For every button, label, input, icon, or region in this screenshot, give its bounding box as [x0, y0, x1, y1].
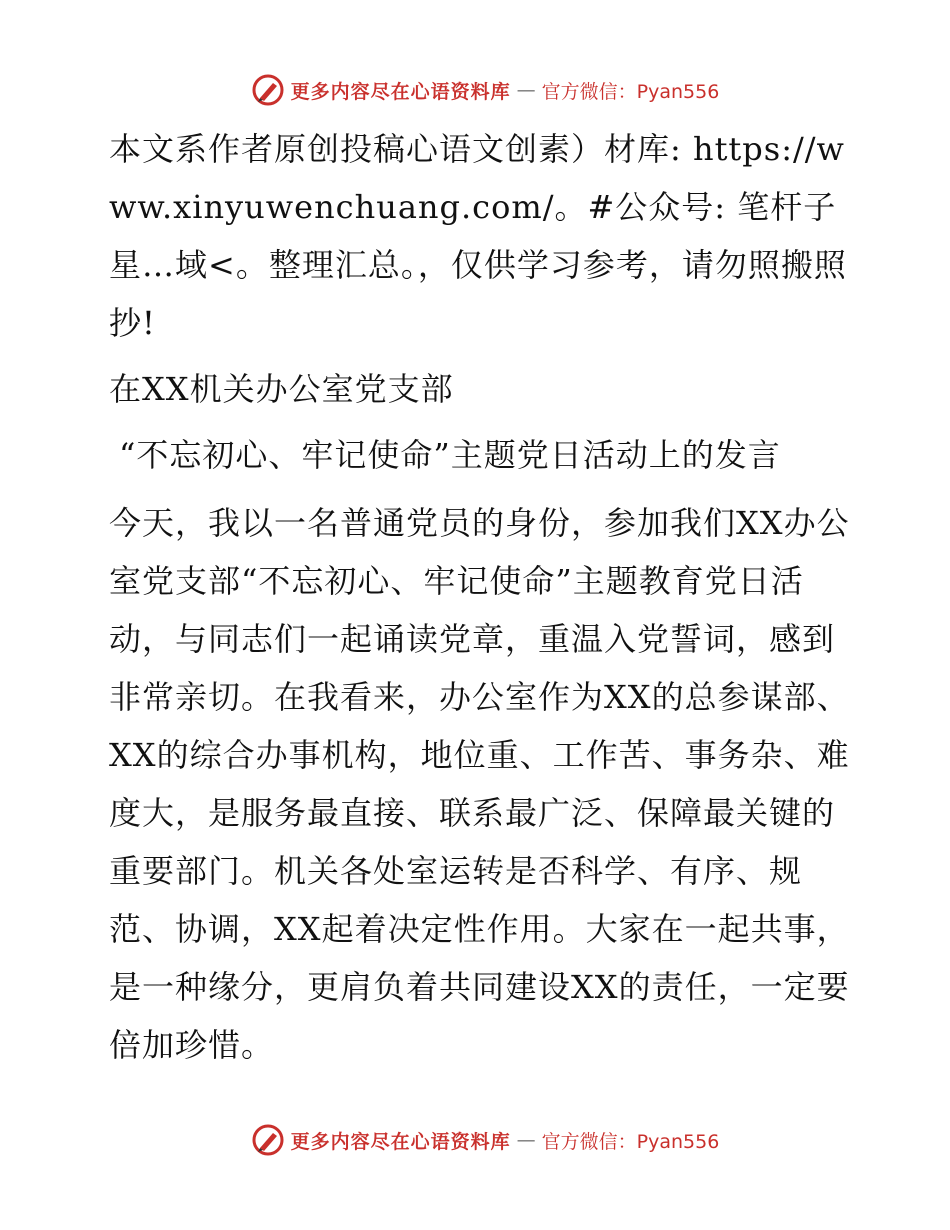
pen-logo-icon [251, 73, 285, 107]
document-body [97, 120, 857, 1074]
header-watermark-banner [0, 70, 950, 110]
body-paragraph: 今天，我以一名普通党员的身份，参加我们XX办公室党支部“不忘初心、牢记使命”主题教育党日活动，与同志们一起诵读党章，重温入党誓词，感到非常亲切。在我看来，办公室作为XX的总参谋部、XX的综合办事机构，地位重、工作苦、事务杂、难度大，是服务最直接、联系最广泛、保障最关键的重要部门。机关各处室运转是否科学、有序、规范、协调，XX起着决定性作用。大家在一起共事，是一种缘分，更肩负着共同建设XX的责任，一定要倍加珍惜。 [109, 504, 850, 1064]
footer-watermark-banner [0, 1120, 950, 1160]
banner-dash: — [516, 1129, 536, 1151]
banner-wechat-text: 官方微信：Pyan556 [541, 1130, 720, 1153]
heading-line-1: 在XX机关办公室党支部 [109, 370, 454, 408]
banner-dash: — [516, 79, 536, 101]
banner-main-text: 更多内容尽在心语资料库 [290, 80, 511, 103]
banner-main-text: 更多内容尽在心语资料库 [290, 1130, 511, 1153]
intro-paragraph: 本文系作者原创投稿心语文创素）材库: https://www.xinyuwenchuang.com/。#公众号: 笔杆子星…域<。整理汇总。，仅供学习参考，请勿照搬照抄! [109, 130, 847, 342]
pen-logo-icon [251, 1123, 285, 1157]
banner-wechat-text: 官方微信：Pyan556 [541, 80, 720, 103]
heading-line-2: “不忘初心、牢记使命”主题党日活动上的发言 [119, 436, 781, 474]
